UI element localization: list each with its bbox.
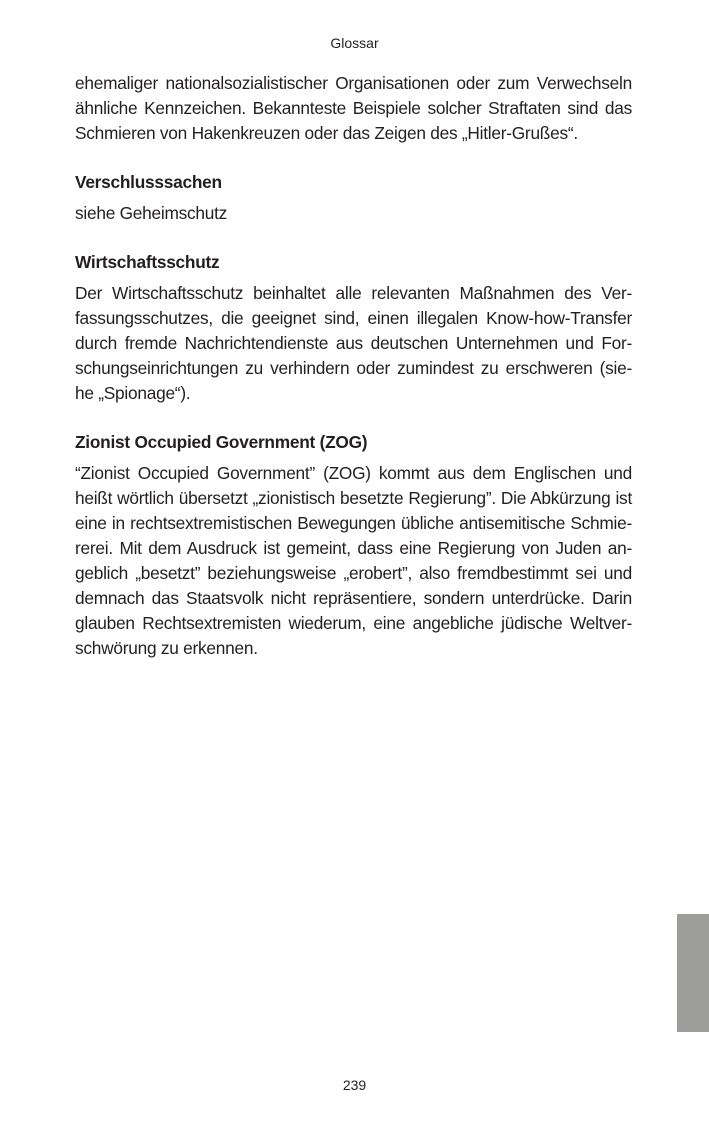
text-line: heißt wörtlich übersetzt „zionistisch besetzte Regierung”. Die Abkürzung ist (75, 488, 632, 508)
text-line: geblich „besetzt” beziehungsweise „erobert”, also fremdbestimmt sei und (75, 563, 632, 583)
entry-heading-zog: Zionist Occupied Government (ZOG) (75, 432, 368, 452)
glossary-content (75, 71, 632, 661)
text-line: schungseinrichtungen zu verhindern oder zumindest zu erschweren (sie- (75, 358, 632, 378)
text-line: “Zionist Occupied Government” (ZOG) kommt aus dem Englischen und (75, 463, 632, 483)
chapter-thumb-tab (677, 914, 709, 1032)
text-line: siehe Geheimschutz (75, 203, 228, 223)
text-line: demnach das Staatsvolk nicht repräsentiere, sondern unterdrücke. Darin (75, 588, 632, 608)
text-line: Der Wirtschaftsschutz beinhaltet alle relevanten Maßnahmen des Ver- (75, 283, 632, 303)
page-number: 239 (342, 1077, 367, 1093)
text-line: eine in rechtsextremistischen Bewegungen übliche antisemitische Schmie- (75, 513, 632, 533)
entry-body-verschlusssachen (75, 201, 632, 226)
text-line: durch fremde Nachrichtendienste aus deutschen Unternehmen und For- (75, 333, 632, 353)
text-line: he „Spionage“). (75, 383, 191, 403)
text-line: glauben Rechtsextremisten wiederum, eine angebliche jüdische Weltver- (75, 613, 632, 633)
entry-body-wirtschaftsschutz (75, 281, 632, 406)
text-line: fassungsschutzes, die geeignet sind, einen illegalen Know-how-Transfer (75, 308, 632, 328)
text-line: ehemaliger nationalsozialistischer Organisationen oder zum Verwechseln (75, 73, 632, 93)
continuation-paragraph (75, 71, 632, 146)
entry-heading-verschlusssachen: Verschlusssachen (75, 172, 222, 192)
text-line: Schmieren von Hakenkreuzen oder das Zeigen des „Hitler-Grußes“. (75, 123, 578, 143)
entry-body-zog (75, 461, 632, 661)
text-line: rerei. Mit dem Ausdruck ist gemeint, dass eine Regierung von Juden an- (75, 538, 632, 558)
text-line: schwörung zu erkennen. (75, 638, 258, 658)
entry-heading-wirtschaftsschutz: Wirtschaftsschutz (75, 252, 220, 272)
text-line: ähnliche Kennzeichen. Bekannteste Beispiele solcher Straftaten sind das (75, 98, 632, 118)
running-head: Glossar (330, 35, 379, 51)
